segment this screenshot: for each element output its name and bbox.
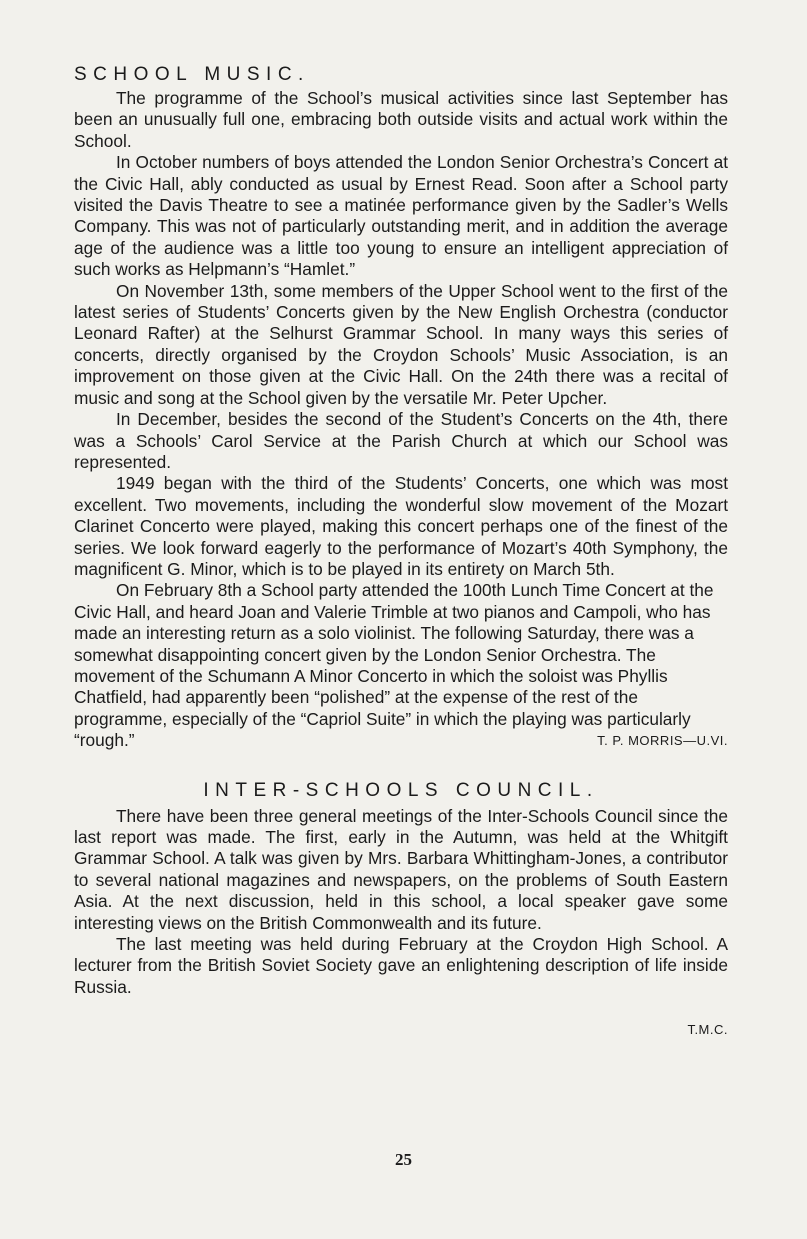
author-signature: T. P. MORRIS—U.VI. [597, 733, 728, 749]
paragraph: In December, besides the second of the Student’s Concerts on the 4th, there was a Schools’ Carol Service at the Parish Church at which our School was represented. [74, 409, 728, 472]
paragraph: On February 8th a School party attended the 100th Lunch Time Concert at the Civic Hall, and heard Joan and Valerie Trimble at two pianos and Campoli, who has made an interesting return as a solo violinist. The following Saturday, there was a somewhat disappointing concert given by the London Senior Orchestra. The movement of the Schumann A Minor Concerto in which the soloist was Phyllis Chatfield, had apparently been “polished” at the expense of the rest of the programme, especially of the “Capriol Suite” in which the playing was particularly “rough.” [74, 580, 714, 751]
paragraph: The programme of the School’s musical activities since last September has been an unusually full one, embracing both outside visits and actual work within the School. [74, 88, 728, 151]
paragraph: On November 13th, some members of the Upper School went to the first of the latest series of Students’ Concerts given by the New English Orchestra (conductor Leonard Rafter) at the Selhurst Grammar School. In many ways this series of concerts, directly organised by the Croydon Schools’ Music Association, is an improvement on those given at the Civic Hall. On the 24th there was a recital of music and song at the School given by the versatile Mr. Peter Upcher. [74, 280, 728, 408]
author-signature: T.M.C. [687, 1022, 728, 1038]
paragraph: In October numbers of boys attended the London Senior Orchestra’s Concert at the Civic Hall, ably conducted as usual by Ernest Read. Soon after a School party visited the Davis Theatre to see a matinée performance given by the Sadler’s Wells Company. This was not of particularly outstanding merit, and in addition the average age of the audience was a little too young to ensure an intelligent appreciation of such works as Helpmann’s “Hamlet.” [74, 152, 728, 280]
last-paragraph-with-signature [74, 580, 728, 751]
section-heading-inter-schools-council: INTER-SCHOOLS COUNCIL. [203, 779, 599, 801]
text-column [74, 62, 728, 1037]
section-heading-school-music: SCHOOL MUSIC. [74, 64, 310, 85]
paragraph: The last meeting was held during February at the Croydon High School. A lecturer from the British Soviet Society gave an enlightening description of life inside Russia. [74, 934, 728, 997]
paragraph: There have been three general meetings of the Inter-Schools Council since the last report was made. The first, early in the Autumn, was held at the Whitgift Grammar School. A talk was given by Mrs. Barbara Whittingham-Jones, a contributor to several national magazines and newspapers, on the problems of South Eastern Asia. At the next discussion, held in this school, a local speaker gave some interesting views on the British Commonwealth and its future. [74, 805, 728, 933]
paragraph: 1949 began with the third of the Students’ Concerts, one which was most excellent. Two movements, including the wonderful slow movement of the Mozart Clarinet Concerto were played, making this concert perhaps one of the finest of the series. We look forward eagerly to the performance of Mozart’s 40th Symphony, the magnificent G. Minor, which is to be played in its entirety on March 5th. [74, 473, 728, 579]
page-number: 25 [395, 1150, 412, 1169]
